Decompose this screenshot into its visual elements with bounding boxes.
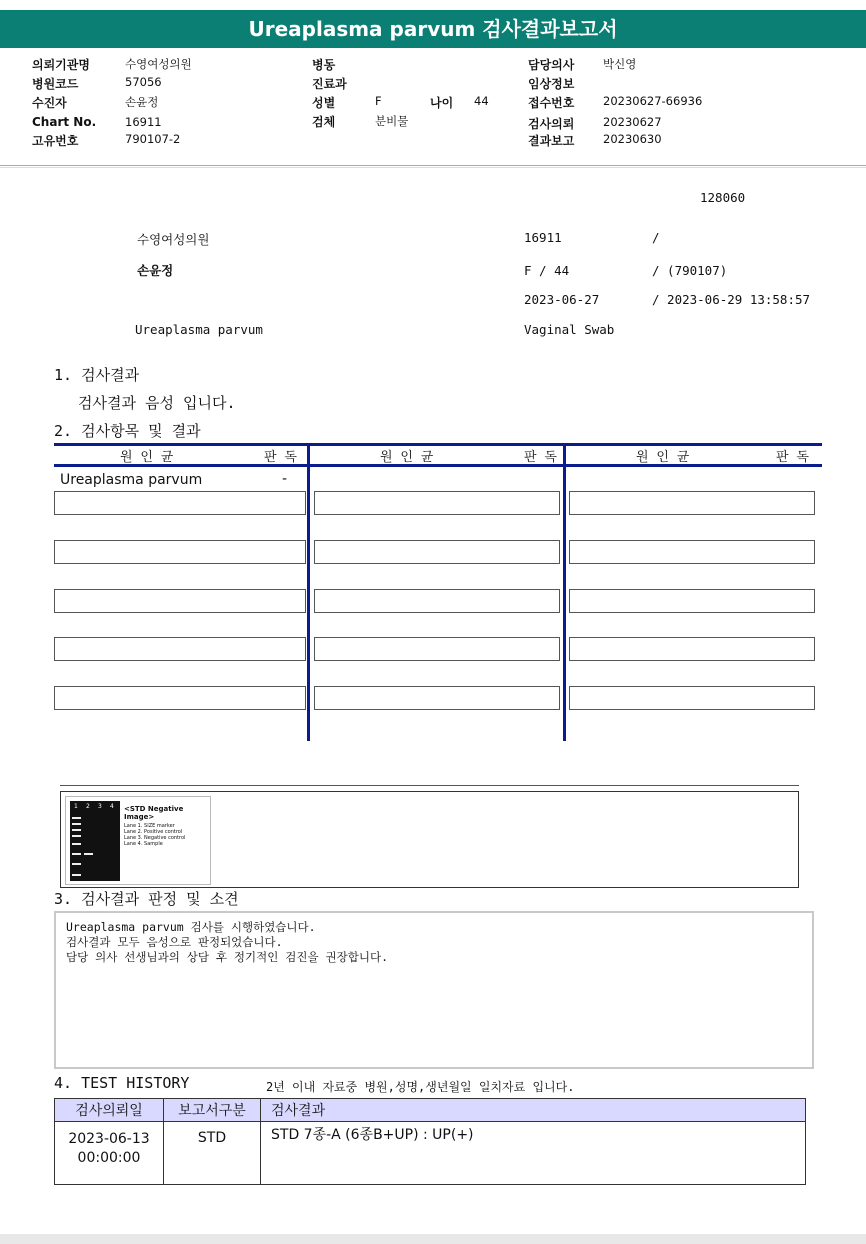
- label-clinical-info: 임상정보: [528, 77, 575, 91]
- header-col1: [32, 56, 292, 151]
- opinion-line: Ureaplasma parvum 검사를 시행하였습니다.: [66, 920, 316, 934]
- header-col3: [528, 56, 828, 151]
- report-number: 128060: [700, 190, 746, 205]
- column-divider-2: [563, 443, 566, 741]
- marker-band: [72, 853, 81, 855]
- opinion-line: 담당 의사 선생님과의 상담 후 정기적인 검진을 권장합니다.: [66, 950, 389, 964]
- summary-hospital: 수영여성의원: [137, 232, 210, 247]
- result-cell: [314, 491, 560, 515]
- history-header-result: 검사결과: [261, 1099, 806, 1122]
- table-row: [55, 1122, 806, 1185]
- value-patient: 손윤정: [125, 95, 159, 109]
- result-cell: [54, 686, 306, 710]
- header-divider: [0, 165, 866, 166]
- history-time: 00:00:00: [77, 1150, 141, 1166]
- pathogen-result: -: [282, 471, 288, 487]
- summary-slash: /: [652, 230, 660, 245]
- gel-caption: <STD Negative Image>: [124, 805, 184, 821]
- value-receipt-no: 20230627-66936: [603, 94, 703, 108]
- label-receipt-no: 접수번호: [528, 96, 575, 110]
- label-specimen: 검체: [312, 115, 336, 129]
- page-footer-bar: [0, 1234, 866, 1244]
- col1-pathogen-header: 원 인 균: [120, 450, 174, 465]
- summary-chart-no: 16911: [524, 230, 562, 245]
- result-cell: [569, 589, 815, 613]
- gel-legend-item: Lane 3. Negative control: [124, 835, 186, 841]
- opinion-line: 검사결과 모두 음성으로 판정되었습니다.: [66, 935, 283, 949]
- result-cell: [569, 491, 815, 515]
- marker-band: [72, 874, 81, 876]
- history-type: STD: [164, 1122, 261, 1185]
- section1-title: 1. 검사결과: [54, 366, 140, 384]
- label-chart-no: Chart No.: [32, 115, 97, 129]
- value-report-date: 20230630: [603, 132, 662, 146]
- history-header-type: 보고서구분: [164, 1099, 261, 1122]
- history-date-cell: [55, 1122, 164, 1185]
- lane-number: 3: [98, 803, 102, 810]
- col2-pathogen-header: 원 인 균: [380, 450, 434, 465]
- gel-legend-item: Lane 1. SIZE marker: [124, 823, 175, 829]
- marker-band: [72, 835, 81, 837]
- value-specimen: 분비물: [375, 114, 409, 128]
- header-col2: [312, 56, 512, 132]
- gel-lanes: [70, 801, 120, 881]
- report-title: Ureaplasma parvum 검사결과보고서: [0, 10, 866, 48]
- header-info: [0, 52, 866, 162]
- result-cell: [569, 637, 815, 661]
- gel-image-frame: [60, 791, 799, 888]
- label-hospital-code: 병원코드: [32, 77, 79, 91]
- label-age: 나이: [430, 96, 454, 110]
- value-chart-no: 16911: [125, 115, 162, 129]
- gel-legend: [124, 823, 185, 847]
- section1-text: 검사결과 음성 입니다.: [78, 394, 236, 412]
- result-cell: [569, 540, 815, 564]
- history-date: 2023-06-13: [68, 1131, 150, 1147]
- summary-birth: / (790107): [652, 263, 728, 278]
- label-patient: 수진자: [32, 96, 67, 110]
- marker-band: [72, 823, 81, 825]
- marker-band: [72, 829, 81, 831]
- gel-image: [65, 796, 211, 885]
- label-department: 진료과: [312, 77, 347, 91]
- col3-result-header: 판 독: [776, 450, 809, 465]
- value-unique-no: 790107-2: [125, 132, 181, 146]
- positive-control-band: [84, 853, 93, 855]
- section4-title: 4. TEST HISTORY: [54, 1074, 190, 1092]
- value-sex: F: [375, 94, 382, 108]
- label-ward: 병동: [312, 58, 336, 72]
- column-divider-1: [307, 443, 310, 741]
- marker-band: [72, 863, 81, 865]
- history-result: STD 7종-A (6종B+UP) : UP(+): [261, 1122, 806, 1185]
- gel-legend-item: Lane 2. Positive control: [124, 829, 183, 835]
- label-hospital: 의뢰기관명: [32, 58, 90, 72]
- value-hospital-code: 57056: [125, 75, 162, 89]
- value-hospital: 수영여성의원: [125, 57, 192, 71]
- result-cell: [314, 540, 560, 564]
- result-cell: [314, 686, 560, 710]
- label-report-date: 결과보고: [528, 134, 575, 148]
- col2-result-header: 판 독: [524, 450, 557, 465]
- summary-test: Ureaplasma parvum: [135, 322, 263, 337]
- header-divider-light: [0, 167, 866, 168]
- col3-pathogen-header: 원 인 균: [636, 450, 690, 465]
- opinion-box: [54, 911, 814, 1069]
- value-request-date: 20230627: [603, 115, 662, 129]
- pathogen-name: Ureaplasma parvum: [60, 472, 203, 488]
- value-age: 44: [474, 94, 489, 108]
- result-cell: [314, 637, 560, 661]
- result-cell: [569, 686, 815, 710]
- summary-specimen: Vaginal Swab: [524, 322, 615, 337]
- label-sex: 성별: [312, 96, 336, 110]
- history-note: 2년 이내 자료중 병원,성명,생년월일 일치자료 입니다.: [266, 1080, 575, 1094]
- lane-number: 4: [110, 803, 114, 810]
- history-header-date: 검사의뢰일: [55, 1099, 164, 1122]
- section3-title: 3. 검사결과 판정 및 소견: [54, 890, 239, 908]
- result-cell: [54, 491, 306, 515]
- summary-received: 2023-06-27: [524, 292, 600, 307]
- lane-number: 2: [86, 803, 90, 810]
- gel-top-rule: [60, 785, 799, 786]
- marker-band: [72, 817, 81, 819]
- summary-reported: / 2023-06-29 13:58:57: [652, 292, 811, 307]
- label-doctor: 담당의사: [528, 58, 575, 72]
- result-cell: [54, 589, 306, 613]
- section2-title: 2. 검사항목 및 결과: [54, 422, 201, 440]
- summary-sex-age: F / 44: [524, 263, 570, 278]
- label-unique-no: 고유번호: [32, 134, 79, 148]
- history-table: [54, 1098, 806, 1185]
- result-cell: [314, 589, 560, 613]
- result-table: [54, 443, 822, 743]
- marker-band: [72, 843, 81, 845]
- result-cell: [54, 637, 306, 661]
- result-cell: [54, 540, 306, 564]
- lane-number: 1: [74, 803, 78, 810]
- summary-patient: 손윤정: [137, 263, 174, 278]
- gel-legend-item: Lane 4. Sample: [124, 841, 163, 847]
- col1-result-header: 판 독: [264, 450, 297, 465]
- label-request-date: 검사의뢰: [528, 117, 575, 131]
- value-doctor: 박신영: [603, 57, 637, 71]
- history-header-row: [55, 1099, 806, 1122]
